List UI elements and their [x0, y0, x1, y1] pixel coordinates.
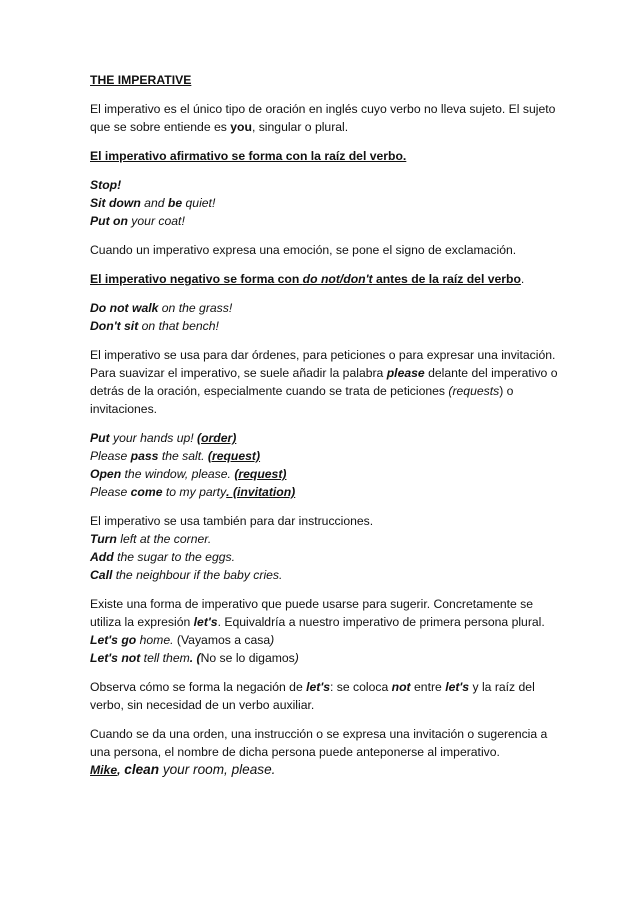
example-verb: Do not walk [90, 301, 159, 315]
negation-paragraph [90, 678, 560, 714]
text: Para suavizar el imperativo, se suele añadir la palabra [90, 366, 387, 380]
example-text: your room, please. [159, 762, 276, 777]
example-translation: (Vayamos a casa [173, 633, 271, 647]
lets-line-2 [90, 613, 560, 631]
emphasis-please: please [386, 366, 425, 380]
emphasis-lets: let's [193, 615, 218, 629]
text: Observa cómo se forma la negación de [90, 680, 307, 694]
name-line-2: una persona, el nombre de dicha persona puede anteponerse al imperativo. [90, 745, 500, 759]
intro-paragraph [90, 100, 560, 136]
example-line [90, 194, 560, 212]
example-text: and [140, 196, 168, 210]
emphasis-requests: (requests [448, 384, 500, 398]
instructions-intro: El imperativo se usa también para dar instrucciones. [90, 514, 374, 528]
example-name: Mike [90, 763, 118, 777]
example-line [90, 465, 560, 483]
spacer [90, 667, 560, 678]
example-line [90, 566, 560, 584]
usage-paragraph [90, 346, 560, 418]
emphasis-lets: let's [445, 680, 470, 694]
text: ) o [499, 384, 514, 398]
example-tag: (request) [207, 449, 261, 463]
example-verb: Sit down [90, 196, 141, 210]
negation-line-1 [90, 678, 560, 696]
example-verb: Turn [90, 532, 117, 546]
heading-keyword: do not/don't [302, 272, 373, 286]
example-text: the sugar to the eggs. [113, 550, 235, 564]
lets-example-2 [90, 649, 560, 667]
example-translation: No se lo digamos [200, 651, 295, 665]
example-verb: clean [120, 762, 160, 777]
example-text: your coat! [127, 214, 185, 228]
heading-text: El imperativo negativo se forma con [90, 272, 303, 286]
negative-examples [90, 299, 560, 335]
example-verb: Open [90, 467, 122, 481]
spacer [90, 136, 560, 147]
spacer [90, 714, 560, 725]
name-line-1: Cuando se da una orden, una instrucción o se expresa una invitación o sugerencia a [90, 727, 548, 741]
emotion-note: Cuando un imperativo expresa una emoción, se pone el signo de exclamación. [90, 243, 517, 257]
name-example [90, 761, 560, 779]
example-tag: (order) [197, 431, 237, 445]
emphasis-lets: let's [306, 680, 331, 694]
usage-examples [90, 429, 560, 501]
spacer [90, 259, 560, 270]
spacer [90, 584, 560, 595]
example-line [90, 548, 560, 566]
emphasis-not: not [391, 680, 411, 694]
text: delante del imperativo o [424, 366, 558, 380]
text: detrás de la oración, especialmente cuando se trata de peticiones [90, 384, 449, 398]
usage-line-1: El imperativo se usa para dar órdenes, para peticiones o para expresar una invitación. [90, 348, 556, 362]
lets-paragraph [90, 595, 560, 667]
spacer [90, 89, 560, 100]
instructions-section [90, 512, 560, 584]
example-text: . ( [189, 651, 201, 665]
usage-line-4: invitaciones. [90, 402, 158, 416]
spacer [90, 230, 560, 241]
intro-line-2 [90, 118, 560, 136]
example-text: Please [90, 449, 131, 463]
example-text: , [117, 763, 121, 777]
example-text: to my party [162, 485, 227, 499]
heading-text: antes de la raíz del verbo [372, 272, 521, 286]
example-line [90, 317, 560, 335]
text: , singular o plural. [251, 120, 349, 134]
example-verb: Put [90, 431, 110, 445]
example-line [90, 530, 560, 548]
example-line [90, 483, 560, 501]
text: : se coloca [330, 680, 392, 694]
example-verb: be [167, 196, 183, 210]
lets-line-1: Existe una forma de imperativo que puede usarse para sugerir. Concretamente se [90, 597, 534, 611]
spacer [90, 335, 560, 346]
spacer [90, 288, 560, 299]
example-text: the window, please. [121, 467, 235, 481]
example-verb: Let's not [90, 651, 141, 665]
usage-line-3 [90, 382, 560, 400]
example-tag: (request) [234, 467, 287, 481]
emphasis-you: you [230, 120, 252, 134]
example-text: on that bench! [138, 319, 219, 333]
negative-heading [90, 270, 560, 288]
text: utiliza la expresión [90, 615, 194, 629]
page-title: THE IMPERATIVE [90, 73, 192, 87]
text: entre [410, 680, 446, 694]
example-verb: Put on [90, 214, 128, 228]
example-line [90, 176, 560, 194]
example-text: quiet! [182, 196, 216, 210]
lets-example-1 [90, 631, 560, 649]
example-verb: Add [90, 550, 114, 564]
example-verb: pass [130, 449, 159, 463]
affirmative-examples [90, 176, 560, 230]
example-verb: Call [90, 568, 113, 582]
example-text: home. [136, 633, 174, 647]
example-text: left at the corner. [116, 532, 212, 546]
example-text: ) [294, 651, 299, 665]
example-text: Please [90, 485, 131, 499]
spacer [90, 418, 560, 429]
example-text: ) [270, 633, 275, 647]
text: . Equivaldría a nuestro imperativo de primera persona plural. [217, 615, 545, 629]
example-line [90, 299, 560, 317]
usage-line-2 [90, 364, 560, 382]
spacer [90, 501, 560, 512]
name-paragraph [90, 725, 560, 779]
example-verb: Don't sit [90, 319, 139, 333]
example-text: on the grass! [158, 301, 233, 315]
affirmative-heading: El imperativo afirmativo se forma con la raíz del verbo. [90, 149, 407, 163]
example-verb: Stop! [90, 178, 122, 192]
negation-line-2: verbo, sin necesidad de un verbo auxiliar. [90, 698, 315, 712]
example-text: the salt. [158, 449, 208, 463]
example-text: tell them [140, 651, 190, 665]
example-verb: Let's go [90, 633, 137, 647]
text: que se sobre entiende es [90, 120, 231, 134]
example-line [90, 212, 560, 230]
text: y la raíz del [469, 680, 535, 694]
example-text: your hands up! [109, 431, 198, 445]
spacer [90, 165, 560, 176]
example-line [90, 447, 560, 465]
example-verb: come [130, 485, 163, 499]
example-tag: . (invitation) [226, 485, 296, 499]
example-text: the neighbour if the baby cries. [112, 568, 283, 582]
example-line [90, 429, 560, 447]
heading-period: . [520, 272, 525, 286]
document-page [90, 71, 560, 779]
intro-line-1: El imperativo es el único tipo de oración en inglés cuyo verbo no lleva sujeto. El sujeto [90, 102, 556, 116]
